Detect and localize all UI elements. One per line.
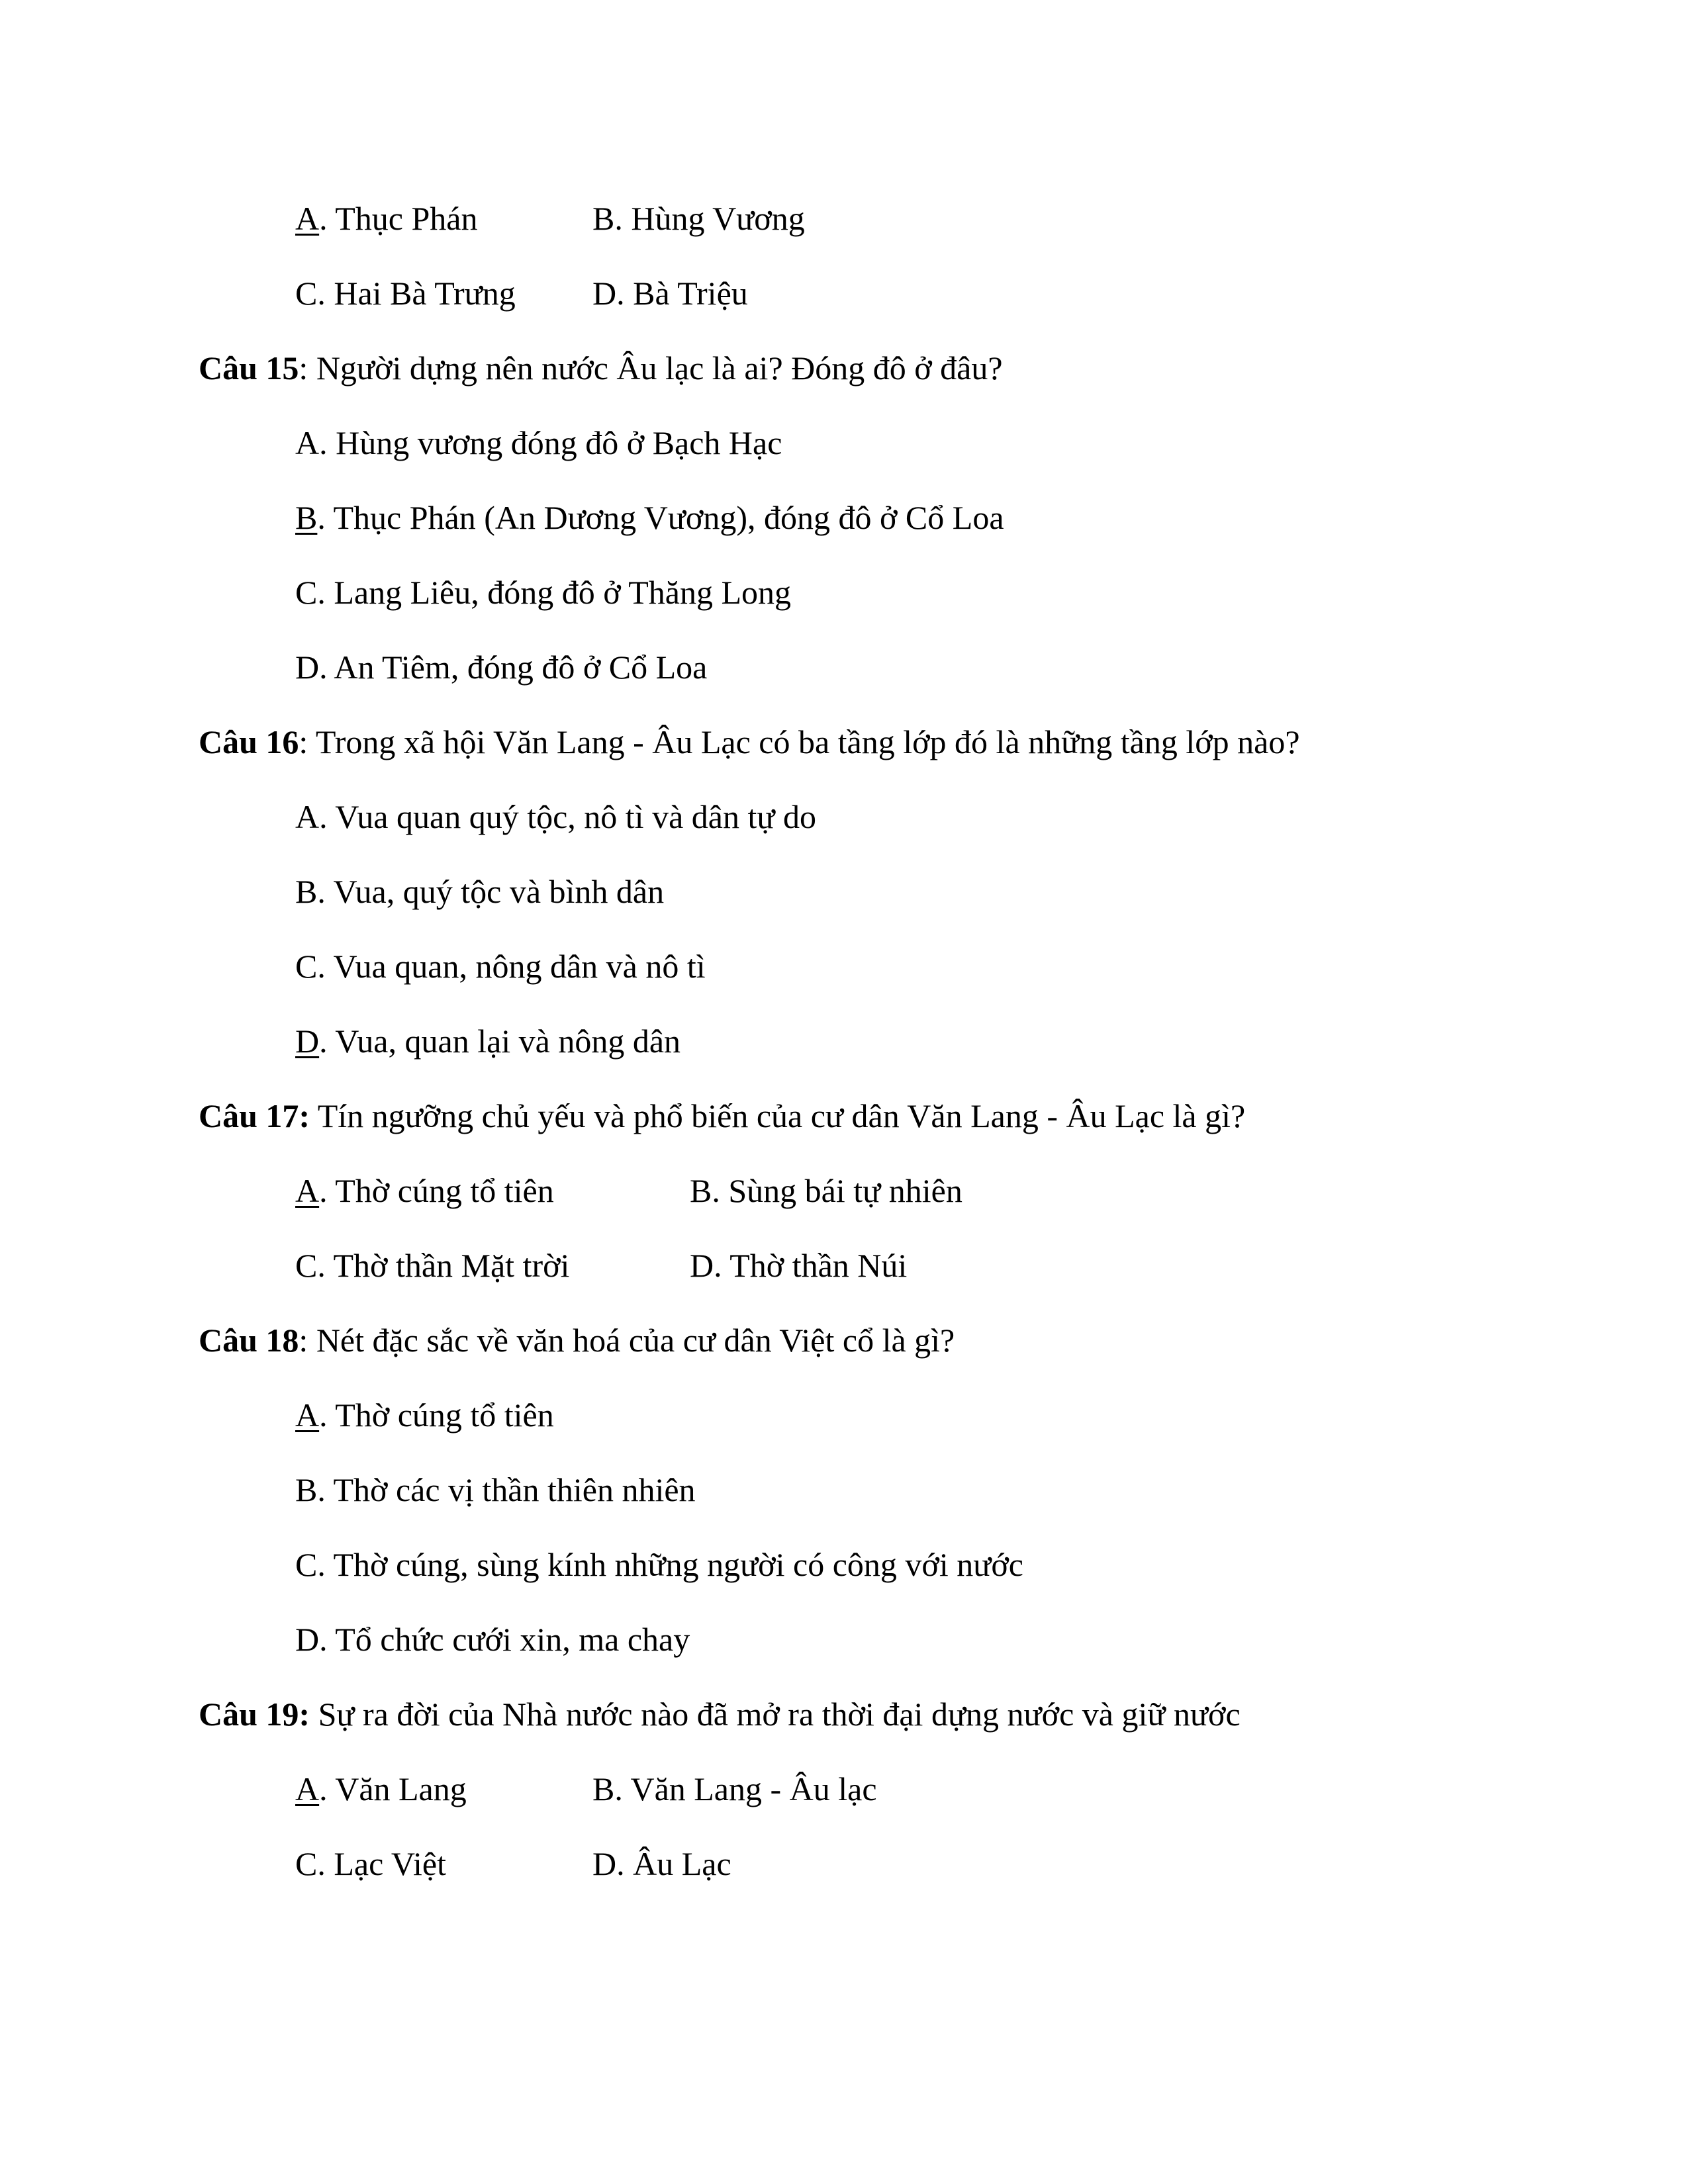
option-letter: A	[295, 1770, 320, 1807]
option-letter: D	[295, 1023, 320, 1060]
option-letter: A	[295, 200, 320, 237]
option-letter: D	[295, 649, 320, 686]
option-text: . Âu Lạc	[616, 1845, 731, 1882]
q19-option-b	[592, 1769, 877, 1809]
q17-option-b	[690, 1171, 962, 1210]
option-letter: B	[592, 1770, 615, 1807]
q15-option-a	[295, 423, 782, 463]
question-19	[199, 1694, 1241, 1734]
option-text: . Thờ thần Mặt trời	[317, 1247, 570, 1284]
option-letter: D	[295, 1621, 320, 1658]
option-letter: D	[690, 1247, 714, 1284]
option-letter: D	[592, 1845, 617, 1882]
option-text: . Văn Lang	[319, 1770, 467, 1807]
q16-option-c	[295, 946, 706, 986]
option-letter: D	[592, 275, 617, 312]
option-letter: B	[690, 1172, 712, 1209]
q19-option-c	[295, 1844, 446, 1884]
option-letter: A	[295, 1172, 320, 1209]
option-text: . Hùng vương đóng đô ở Bạch Hạc	[319, 424, 782, 461]
question-sep: :	[299, 723, 316, 760]
question-text: Sự ra đời của Nhà nước nào đã mở ra thời đại dựng nước và giữ nước	[318, 1696, 1241, 1733]
option-text: . Hai Bà Trưng	[317, 275, 516, 312]
option-text: . An Tiêm, đóng đô ở Cổ Loa	[319, 649, 708, 686]
option-letter: C	[295, 275, 318, 312]
option-text: . Vua quan quý tộc, nô tì và dân tự do	[319, 798, 816, 835]
option-text: . Lang Liêu, đóng đô ở Thăng Long	[317, 574, 792, 611]
q17-option-d	[690, 1246, 907, 1285]
question-17	[199, 1096, 1245, 1136]
question-text: Tín ngưỡng chủ yếu và phổ biến của cư dân Văn Lang - Âu Lạc là gì?	[317, 1097, 1246, 1134]
option-text: . Vua, quan lại và nông dân	[319, 1023, 681, 1060]
prev-option-c	[295, 273, 516, 313]
q18-option-c	[295, 1545, 1023, 1584]
question-text: Người dựng nên nước Âu lạc là ai? Đóng đô ở đâu?	[316, 349, 1003, 387]
option-letter: A	[295, 424, 320, 461]
q16-option-d	[295, 1021, 680, 1061]
option-text: . Vua quan, nông dân và nô tì	[317, 948, 706, 985]
option-text: . Thờ thần Núi	[714, 1247, 908, 1284]
option-text: . Hùng Vương	[614, 200, 805, 237]
question-sep	[310, 1696, 318, 1733]
option-text: . Lạc Việt	[317, 1845, 446, 1882]
option-text: . Thờ cúng tổ tiên	[319, 1172, 554, 1209]
option-letter: B	[295, 873, 318, 910]
option-text: . Bà Triệu	[616, 275, 748, 312]
q16-option-a	[295, 797, 816, 837]
option-text: . Thờ cúng, sùng kính những người có công với nước	[317, 1546, 1023, 1583]
q17-option-a	[295, 1171, 554, 1210]
option-letter: A	[295, 798, 320, 835]
option-letter: C	[295, 1247, 318, 1284]
q15-option-d	[295, 647, 707, 687]
option-letter: C	[295, 1546, 318, 1583]
q16-option-b	[295, 872, 664, 911]
q17-option-c	[295, 1246, 569, 1285]
question-18	[199, 1320, 955, 1360]
option-text: . Thờ cúng tổ tiên	[319, 1396, 554, 1433]
option-letter: C	[295, 1845, 318, 1882]
question-label: Câu 15	[199, 349, 299, 387]
q18-option-a	[295, 1395, 554, 1435]
question-label: Câu 19:	[199, 1696, 310, 1733]
question-15	[199, 348, 1003, 388]
option-text: . Thục Phán	[319, 200, 478, 237]
question-label: Câu 17:	[199, 1097, 310, 1134]
q15-option-b	[295, 498, 1004, 537]
option-text: . Sùng bái tự nhiên	[712, 1172, 962, 1209]
q18-option-d	[295, 1619, 690, 1659]
option-letter: C	[295, 574, 318, 611]
q18-option-b	[295, 1470, 696, 1510]
question-sep	[310, 1097, 318, 1134]
prev-option-d	[592, 273, 748, 313]
question-text: Nét đặc sắc về văn hoá của cư dân Việt cổ là gì?	[316, 1322, 955, 1359]
option-letter: B	[592, 200, 615, 237]
option-text: . Vua, quý tộc và bình dân	[317, 873, 665, 910]
option-letter: A	[295, 1396, 320, 1433]
q19-option-a	[295, 1769, 467, 1809]
question-sep: :	[299, 1322, 316, 1359]
option-letter: B	[295, 499, 318, 536]
option-text: . Thục Phán (An Dương Vương), đóng đô ở Cổ Loa	[317, 499, 1004, 536]
prev-option-b	[592, 199, 805, 238]
prev-option-a	[295, 199, 477, 238]
option-letter: B	[295, 1471, 318, 1508]
option-letter: C	[295, 948, 318, 985]
option-text: . Thờ các vị thần thiên nhiên	[317, 1471, 696, 1508]
question-sep: :	[299, 349, 316, 387]
question-label: Câu 16	[199, 723, 299, 760]
option-text: . Tổ chức cưới xin, ma chay	[319, 1621, 690, 1658]
question-16	[199, 722, 1300, 762]
q15-option-c	[295, 572, 791, 612]
q19-option-d	[592, 1844, 731, 1884]
option-text: . Văn Lang - Âu lạc	[614, 1770, 877, 1807]
question-text: Trong xã hội Văn Lang - Âu Lạc có ba tầng lớp đó là những tầng lớp nào?	[315, 723, 1300, 760]
question-label: Câu 18	[199, 1322, 299, 1359]
